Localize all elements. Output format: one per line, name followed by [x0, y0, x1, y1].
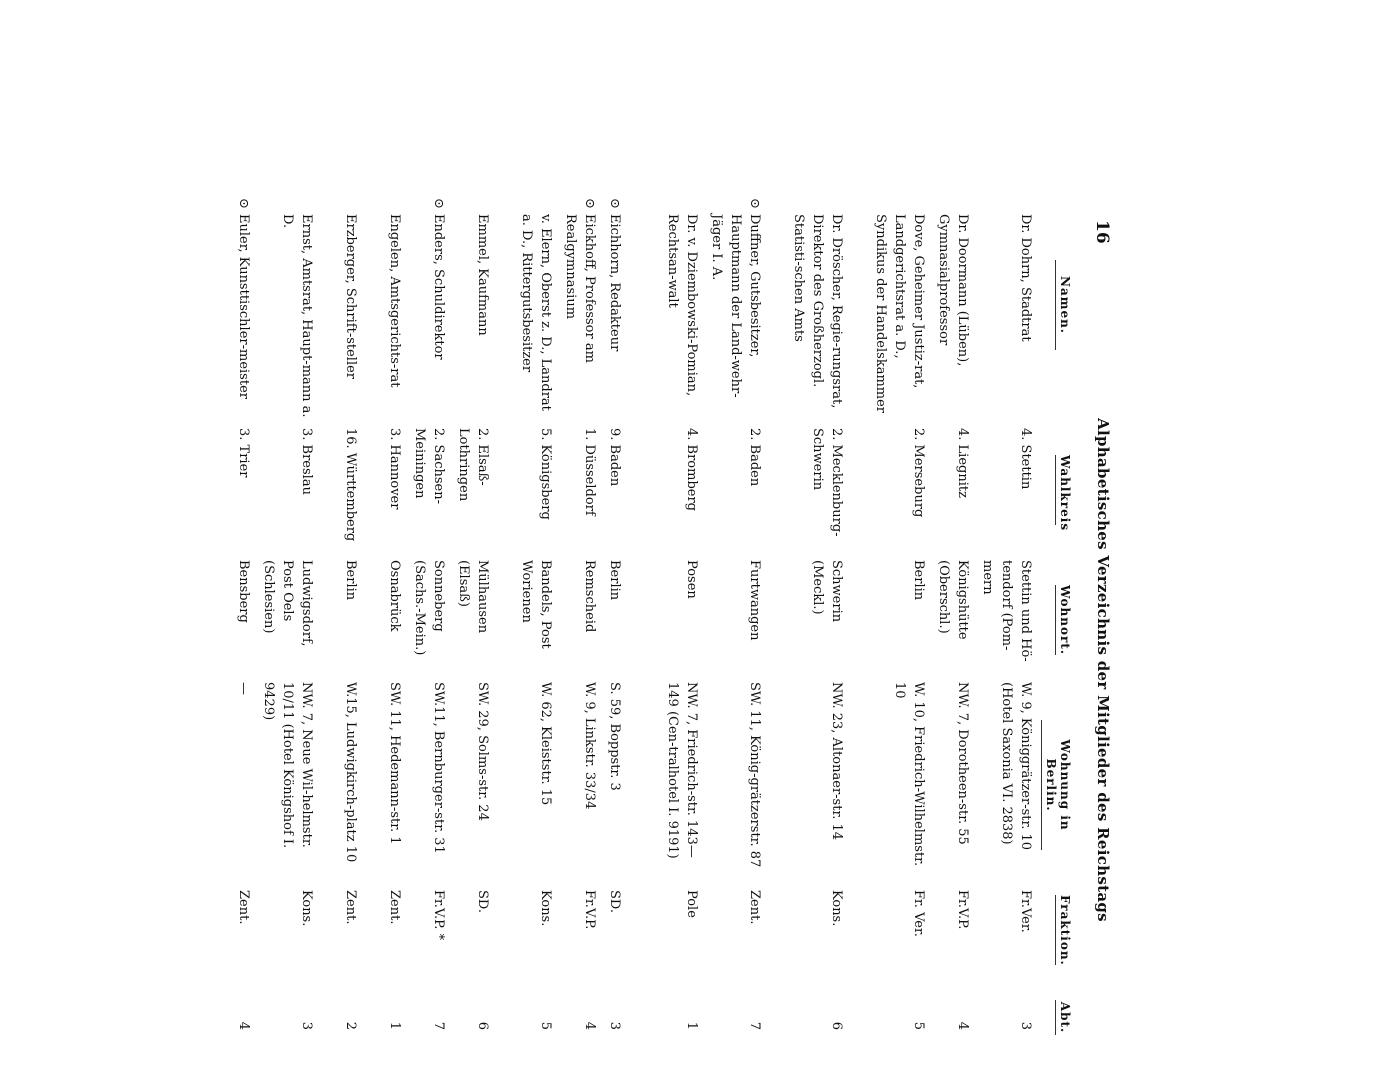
- member-name: Dr. Dohrn, Stadtrat: [1018, 214, 1033, 342]
- member-table: [209, 200, 1035, 1080]
- member-abteilung: 1: [684, 1021, 699, 1030]
- member-name: Enders, Schuldirektor: [431, 214, 446, 360]
- member-wohnort: Berlin: [911, 560, 926, 601]
- member-wohnung: NW. 7, Friedrich-str. 143—149 (Cen-tralhotel I. 9191): [665, 682, 699, 859]
- column-header-wahlkreis: Wahlkreis: [1055, 455, 1072, 525]
- member-wahlkreis: 2. Baden: [747, 428, 762, 487]
- member-name: Euler, Kunsttischler-meister: [236, 214, 251, 399]
- member-wahlkreis: 2. Elsaß-Lothringen: [456, 428, 490, 502]
- member-wahlkreis: 5. Königsberg: [538, 428, 553, 520]
- table-row: [701, 200, 764, 1080]
- member-wohnung: SW. 29, Solms-str. 24: [475, 682, 490, 821]
- table-row: [764, 200, 846, 1080]
- member-name: Dr. v. Dziembowski-Pomian, Rechtsan-walt: [665, 214, 699, 397]
- table-row: [599, 200, 624, 1080]
- member-fraktion: Zent.: [387, 890, 402, 925]
- member-wahlkreis: 2. Mecklenburg-Schwerin: [810, 428, 844, 537]
- member-name: Emmel, Kaufmann: [475, 214, 490, 336]
- member-wohnort: Sonneberg (Sachs.-Mein.): [412, 560, 446, 656]
- table-row: [316, 200, 360, 1080]
- member-fraktion: Zent.: [236, 890, 251, 925]
- member-fraktion: Fr.V.P.: [955, 890, 970, 930]
- member-abteilung: 4: [236, 1021, 251, 1030]
- member-name: v. Elern, Oberst z. D., Landrat a. D., Rittergutsbesitzer: [519, 214, 553, 411]
- member-wohnort: Berlin: [607, 560, 622, 601]
- member-fraktion: Fr.V.P. *: [431, 890, 446, 941]
- member-abteilung: 7: [431, 1021, 446, 1030]
- member-fraktion: Zent.: [747, 890, 762, 925]
- member-name: Eichhorn, Redakteur: [607, 214, 622, 352]
- member-wohnung: SW.11, Bernburger-str. 31: [431, 682, 446, 854]
- member-wohnort: Berlin: [343, 560, 358, 601]
- member-fraktion: Kons.: [829, 890, 844, 927]
- column-header-abt: Abt.: [1055, 1000, 1072, 1035]
- member-fraktion: Zent.: [343, 890, 358, 925]
- member-wohnung: W. 10, Friedrich-Wilhelmstr. 10: [892, 682, 926, 867]
- member-wohnort: Mülhausen (Elsaß): [456, 560, 490, 634]
- member-wohnort: Schwerin (Meckl.): [810, 560, 844, 623]
- document-page: [236, 198, 1130, 1034]
- member-marker: ⊙: [582, 198, 597, 209]
- member-abteilung: 4: [955, 1021, 970, 1030]
- member-fraktion: Kons.: [538, 890, 553, 927]
- member-fraktion: SD.: [607, 890, 622, 913]
- member-group-d: [638, 200, 1035, 1080]
- member-wohnung: SW. 11, König-grätzerstr. 87: [747, 682, 762, 868]
- member-wohnung: SW. 11, Hedemann-str. 1: [387, 682, 402, 845]
- member-wohnung: —: [236, 682, 251, 695]
- member-wahlkreis: 3. Hannover: [387, 428, 402, 510]
- member-abteilung: 3: [299, 1021, 314, 1030]
- table-row: [928, 200, 972, 1080]
- member-wohnort: Bandels, Post Worienen: [519, 560, 553, 649]
- member-wahlkreis: 16. Württemberg: [343, 428, 358, 542]
- member-fraktion: Pole: [684, 890, 699, 918]
- member-abteilung: 6: [475, 1021, 490, 1030]
- member-abteilung: 7: [747, 1021, 762, 1030]
- member-fraktion: SD.: [475, 890, 490, 913]
- member-name: Erzberger, Schrift-steller: [343, 214, 358, 380]
- member-wohnung: NW. 23, Altonaer-str. 14: [829, 682, 844, 841]
- table-row: [360, 200, 404, 1080]
- member-name: Engelen, Amtsgerichts-rat: [387, 214, 402, 388]
- member-wohnung: W. 9, Königgrätzer-str. 10 (Hotel Saxonia VI. 2838): [999, 682, 1033, 851]
- member-wohnort: Remscheid: [582, 560, 597, 633]
- member-abteilung: 5: [911, 1021, 926, 1030]
- member-marker: ⊙: [607, 198, 622, 209]
- column-headers: [1046, 200, 1072, 1080]
- member-fraktion: Fr.Ver.: [1018, 890, 1033, 933]
- member-wohnort: Stettin und Hö-tendorf (Pom-mern: [980, 560, 1033, 662]
- table-row: [404, 200, 448, 1080]
- member-wohnung: W.15, Ludwigkirch-platz 10: [343, 682, 358, 863]
- table-row: [492, 200, 555, 1080]
- member-name: Dove, Geheimer Justiz-rat, Landgerichtsrat a. D., Syndikus der Handelskammer: [873, 214, 926, 414]
- member-wahlkreis: 4. Liegnitz: [955, 428, 970, 498]
- member-wohnort: Furtwangen: [747, 560, 762, 641]
- table-row: [448, 200, 492, 1080]
- table-row: [846, 200, 928, 1080]
- member-name: Dr. Doormann (Lüben), Gymnasialprofessor: [936, 214, 970, 367]
- member-wohnung: NW. 7, Neue Wil-helmstr. 10/11 (Hotel Königshof I. 9429): [261, 682, 314, 849]
- table-row: [555, 200, 599, 1080]
- member-marker: ⊙: [747, 198, 762, 209]
- member-marker: ⊙: [236, 198, 251, 209]
- member-abteilung: 2: [343, 1021, 358, 1030]
- column-header-fraktion: Fraktion.: [1055, 895, 1072, 965]
- member-wahlkreis: 1. Düsseldorf: [582, 428, 597, 516]
- member-fraktion: Fr.V.P.: [582, 890, 597, 930]
- member-name: Eickhoff, Professor am Realgymnasium: [563, 214, 597, 363]
- member-abteilung: 3: [1018, 1021, 1033, 1030]
- member-wahlkreis: 9. Baden: [607, 428, 622, 487]
- member-wohnort: Ludwigsdorf, Post Oels (Schlesien): [261, 560, 314, 647]
- member-wohnung: S. 59, Boppstr. 3: [607, 682, 622, 791]
- member-abteilung: 1: [387, 1021, 402, 1030]
- member-wahlkreis: 2. Merseburg: [911, 428, 926, 518]
- member-fraktion: Fr. Ver.: [911, 890, 926, 937]
- column-header-namen: Namen.: [1055, 260, 1072, 350]
- member-wahlkreis: 3. Breslau: [299, 428, 314, 495]
- member-wahlkreis: 4. Stettin: [1018, 428, 1033, 490]
- page-number: 16: [1092, 220, 1112, 244]
- member-wohnort: Königshütte (Oberschl.): [936, 560, 970, 640]
- member-wohnung: NW. 7, Dorotheen-str. 55: [955, 682, 970, 845]
- member-wahlkreis: 3. Trier: [236, 428, 251, 478]
- member-abteilung: 3: [607, 1021, 622, 1030]
- member-name: Duffner, Gutsbesitzer, Hauptmann der Land-wehr-Jäger I. A.: [709, 214, 762, 398]
- table-row: [209, 200, 253, 1080]
- member-fraktion: Kons.: [299, 890, 314, 927]
- page-header: Alphabetisches Verzeichnis der Mitglieder des Reichstags: [1094, 418, 1112, 922]
- member-wahlkreis: 2. Sachsen-Meiningen: [412, 428, 446, 504]
- member-wohnung: W. 62, Kleiststr. 15: [538, 682, 553, 806]
- member-wahlkreis: 4. Bromberg: [684, 428, 699, 512]
- member-abteilung: 5: [538, 1021, 553, 1030]
- member-wohnort: Posen: [684, 560, 699, 599]
- table-row: [253, 200, 316, 1080]
- member-wohnort: Bensberg: [236, 560, 251, 623]
- table-row: [972, 200, 1035, 1080]
- member-abteilung: 4: [582, 1021, 597, 1030]
- member-group-e: [209, 200, 624, 1080]
- member-wohnort: Osnabrück: [387, 560, 402, 632]
- column-header-wohnung: Wohnung in Berlin.: [1041, 720, 1072, 850]
- column-header-wohnort: Wohnort.: [1055, 585, 1072, 655]
- table-row: [638, 200, 701, 1080]
- member-abteilung: 6: [829, 1021, 844, 1030]
- member-wohnung: W. 9, Linkstr. 33/34: [582, 682, 597, 810]
- member-name: Dr. Dröscher, Regie-rungsrat, Direktor des Großherzogl. Statisti-schen Amts: [791, 214, 844, 409]
- member-marker: ⊙: [431, 198, 446, 209]
- member-name: Ernst, Amtsrat, Haupt-mann a. D.: [280, 214, 314, 418]
